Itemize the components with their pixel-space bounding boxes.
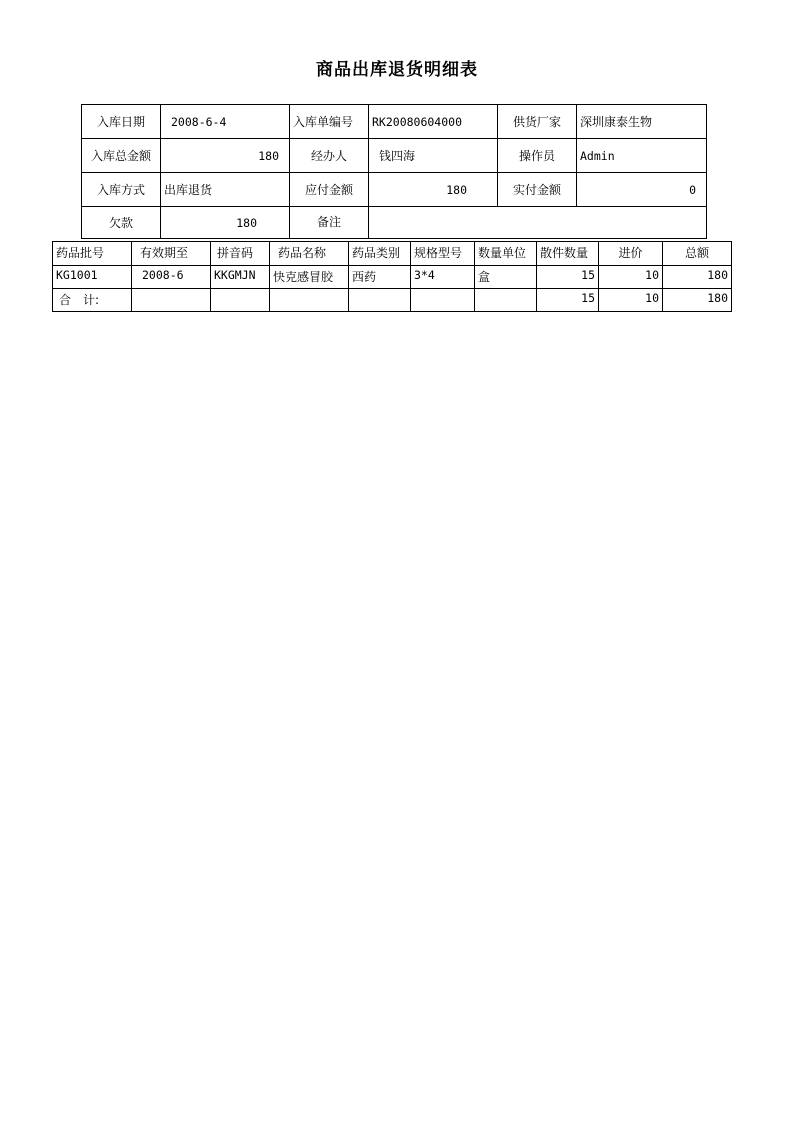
owed-value: 180: [161, 207, 290, 239]
empty-cell: [411, 289, 475, 312]
detail-table: [52, 241, 732, 312]
paid-label: 实付金额: [498, 173, 577, 207]
detail-header-row: [53, 242, 732, 266]
entry-number-label: 入库单编号: [290, 105, 369, 139]
entry-total-value: 180: [161, 139, 290, 173]
empty-cell: [349, 289, 411, 312]
header-info-table: [81, 104, 707, 239]
price-cell: 10: [599, 266, 663, 289]
drug-name-cell: 快克感冒胶: [270, 266, 349, 289]
remark-label: 备注: [290, 207, 369, 239]
batch-number-cell: KG1001: [53, 266, 132, 289]
column-header: 规格型号: [411, 242, 475, 266]
supplier-label: 供货厂家: [498, 105, 577, 139]
entry-date-value: 2008-6-4: [161, 105, 290, 139]
empty-cell: [270, 289, 349, 312]
payable-label: 应付金额: [290, 173, 369, 207]
column-header: 药品名称: [270, 242, 349, 266]
column-header: 进价: [599, 242, 663, 266]
owed-label: 欠款: [82, 207, 161, 239]
spec-cell: 3*4: [411, 266, 475, 289]
entry-method-value: 出库退货: [161, 173, 290, 207]
operator-value: Admin: [577, 139, 707, 173]
entry-date-label: 入库日期: [82, 105, 161, 139]
empty-cell: [132, 289, 211, 312]
total-amount-cell: 180: [663, 289, 732, 312]
column-header: 拼音码: [211, 242, 270, 266]
entry-total-label: 入库总金额: [82, 139, 161, 173]
quantity-cell: 15: [537, 266, 599, 289]
total-quantity-cell: 15: [537, 289, 599, 312]
remark-value: [369, 207, 707, 239]
entry-number-value: RK20080604000: [369, 105, 498, 139]
category-cell: 西药: [349, 266, 411, 289]
handler-value: 钱四海: [369, 139, 498, 173]
pinyin-code-cell: KKGMJN: [211, 266, 270, 289]
column-header: 药品类别: [349, 242, 411, 266]
column-header: 散件数量: [537, 242, 599, 266]
column-header: 数量单位: [475, 242, 537, 266]
total-row: [53, 289, 732, 312]
handler-label: 经办人: [290, 139, 369, 173]
supplier-value: 深圳康泰生物: [577, 105, 707, 139]
entry-method-label: 入库方式: [82, 173, 161, 207]
table-row: [53, 266, 732, 289]
unit-cell: 盒: [475, 266, 537, 289]
paid-value: 0: [577, 173, 707, 207]
payable-value: 180: [369, 173, 498, 207]
column-header: 总额: [663, 242, 732, 266]
expiry-cell: 2008-6: [132, 266, 211, 289]
column-header: 药品批号: [53, 242, 132, 266]
total-label: 合 计:: [53, 289, 132, 312]
column-header: 有效期至: [132, 242, 211, 266]
operator-label: 操作员: [498, 139, 577, 173]
page-title: 商品出库退货明细表: [316, 60, 478, 80]
empty-cell: [211, 289, 270, 312]
empty-cell: [475, 289, 537, 312]
total-price-cell: 10: [599, 289, 663, 312]
amount-cell: 180: [663, 266, 732, 289]
